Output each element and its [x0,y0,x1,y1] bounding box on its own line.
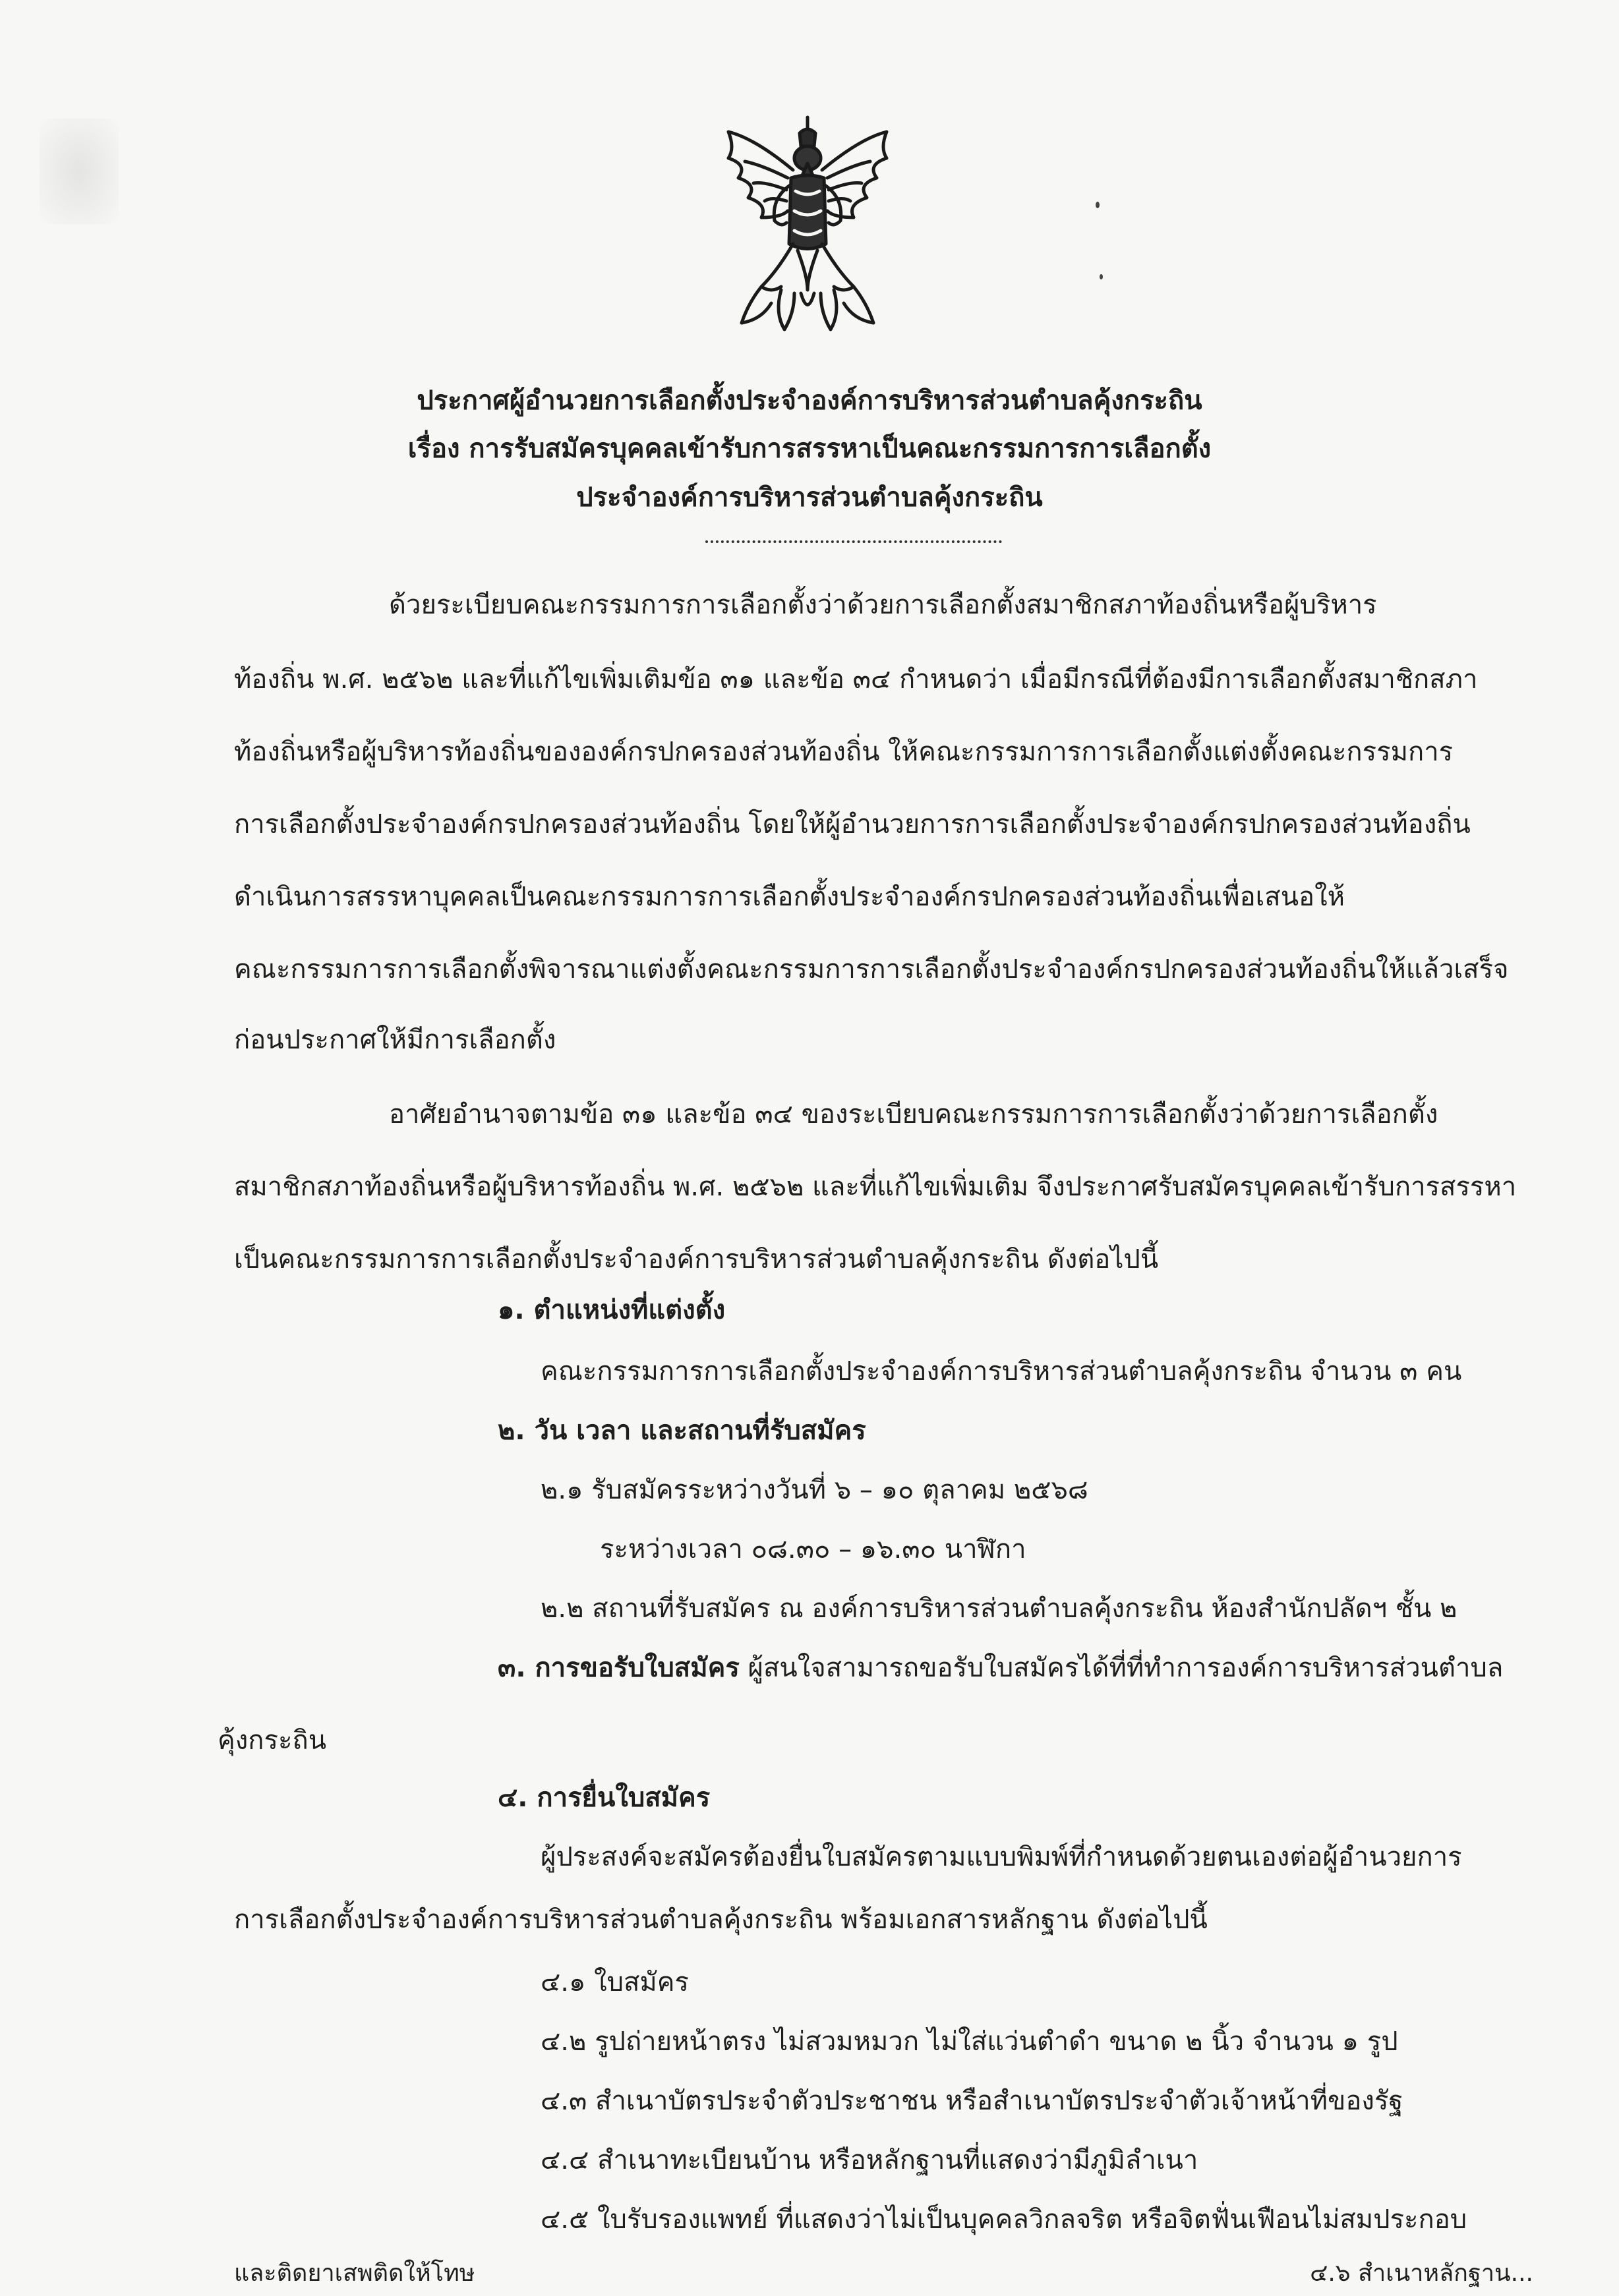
scan-speck [1096,202,1100,208]
section-text: คุ้งกระถิน [218,1725,327,1756]
scan-smudge [40,119,119,224]
section-text: ระหว่างเวลา ๐๘.๓๐ – ๑๖.๓๐ นาฬิกา [600,1534,1026,1564]
paragraph-line: คณะกรรมการการเลือกตั้งพิจารณาแต่งตั้งคณะกรรมการการเลือกตั้งประจำองค์กรปกครองส่วนท้องถิ่นให้แล้วเสร็จ [234,954,1509,985]
section-3-line [498,1646,1503,1688]
announcement-title: ประกาศผู้อำนวยการเลือกตั้งประจำองค์การบริหารส่วนตำบลคุ้งกระถิน [417,386,1202,416]
paragraph-line: เป็นคณะกรรมการการเลือกตั้งประจำองค์การบริหารส่วนตำบลคุ้งกระถิน ดังต่อไปนี้ [234,1244,1159,1275]
paragraph-line: ท้องถิ่น พ.ศ. ๒๕๖๒ และที่แก้ไขเพิ่มเติมข้อ ๓๑ และข้อ ๓๔ กำหนดว่า เมื่อมีกรณีที่ต้องมีการเลือกตั้งสมาชิกสภา [234,664,1478,695]
list-item: ๔.๕ ใบรับรองแพทย์ ที่แสดงว่าไม่เป็นบุคคลวิกลจริต หรือจิตฟั่นเฟือนไม่สมประกอบ [541,2204,1467,2235]
paragraph-line: ก่อนประกาศให้มีการเลือกตั้ง [234,1025,556,1055]
announcement-subject: เรื่อง การรับสมัครบุคคลเข้ารับการสรรหาเป็นคณะกรรมการการเลือกตั้ง [407,434,1212,464]
list-item: ๔.๑ ใบสมัคร [541,1967,690,1997]
paragraph-line: ท้องถิ่นหรือผู้บริหารท้องถิ่นขององค์กรปกครองส่วนท้องถิ่น ให้คณะกรรมการการเลือกตั้งแต่งตั้งคณะกรรมการ [234,737,1454,767]
list-item-cont: และติดยาเสพติดให้โทษ [234,2260,475,2287]
paragraph-line: การเลือกตั้งประจำองค์กรปกครองส่วนท้องถิ่น โดยให้ผู้อำนวยการการเลือกตั้งประจำองค์กรปกครองส่วนท้องถิ่น [234,809,1471,840]
announcement-subject-cont: ประจำองค์การบริหารส่วนตำบลคุ้งกระถิน [576,482,1043,513]
section-text: ผู้ประสงค์จะสมัครต้องยื่นใบสมัครตามแบบพิมพ์ที่กำหนดด้วยตนเองต่อผู้อำนวยการ [541,1842,1462,1872]
title-divider [705,540,1002,543]
section-text: การเลือกตั้งประจำองค์การบริหารส่วนตำบลคุ้งกระถิน พร้อมเอกสารหลักฐาน ดังต่อไปนี้ [234,1905,1208,1935]
section-heading: ๑. ตำแหน่งที่แต่งตั้ง [498,1295,726,1325]
section-heading: ๔. การยื่นใบสมัคร [498,1783,711,1813]
list-item: ๔.๔ สำเนาทะเบียนบ้าน หรือหลักฐานที่แสดงว่ามีภูมิลำเนา [541,2145,1198,2175]
paragraph-line: สมาชิกสภาท้องถิ่นหรือผู้บริหารท้องถิ่น พ.ศ. ๒๕๖๒ และที่แก้ไขเพิ่มเติม จึงประกาศรับสมัครบุคคลเข้ารับการสรรหา [234,1172,1517,1202]
list-item: ๔.๒ รูปถ่ายหน้าตรง ไม่สวมหมวก ไม่ใส่แว่นตำดำ ขนาด ๒ นิ้ว จำนวน ๑ รูป [541,2026,1398,2057]
paragraph-line: ด้วยระเบียบคณะกรรมการการเลือกตั้งว่าด้วยการเลือกตั้งสมาชิกสภาท้องถิ่นหรือผู้บริหาร [389,590,1377,620]
section-text: ผู้สนใจสามารถขอรับใบสมัครได้ที่ที่ทำการองค์การบริหารส่วนตำบล [739,1653,1504,1683]
section-heading: ๒. วัน เวลา และสถานที่รับสมัคร [498,1416,866,1446]
page-continuation: ๔.๖ สำเนาหลักฐาน... [1310,2260,1533,2287]
section-text: คณะกรรมการการเลือกตั้งประจำองค์การบริหารส่วนตำบลคุ้งกระถิน จำนวน ๓ คน [541,1356,1462,1387]
list-item: ๔.๓ สำเนาบัตรประจำตัวประชาชน หรือสำเนาบัตรประจำตัวเจ้าหน้าที่ของรัฐ [541,2086,1403,2116]
scan-speck [1100,274,1103,279]
garuda-emblem-icon [709,112,906,343]
paragraph-line: อาศัยอำนาจตามข้อ ๓๑ และข้อ ๓๔ ของระเบียบคณะกรรมการการเลือกตั้งว่าด้วยการเลือกตั้ง [389,1099,1438,1130]
section-text: ๒.๒ สถานที่รับสมัคร ณ องค์การบริหารส่วนตำบลคุ้งกระถิน ห้องสำนักปลัดฯ ชั้น ๒ [541,1593,1457,1624]
section-heading: ๓. การขอรับใบสมัคร [498,1653,740,1683]
paragraph-line: ดำเนินการสรรหาบุคคลเป็นคณะกรรมการการเลือกตั้งประจำองค์กรปกครองส่วนท้องถิ่นเพื่อเสนอให้ [234,882,1345,912]
section-text: ๒.๑ รับสมัครระหว่างวันที่ ๖ – ๑๐ ตุลาคม ๒๕๖๘ [541,1475,1088,1505]
